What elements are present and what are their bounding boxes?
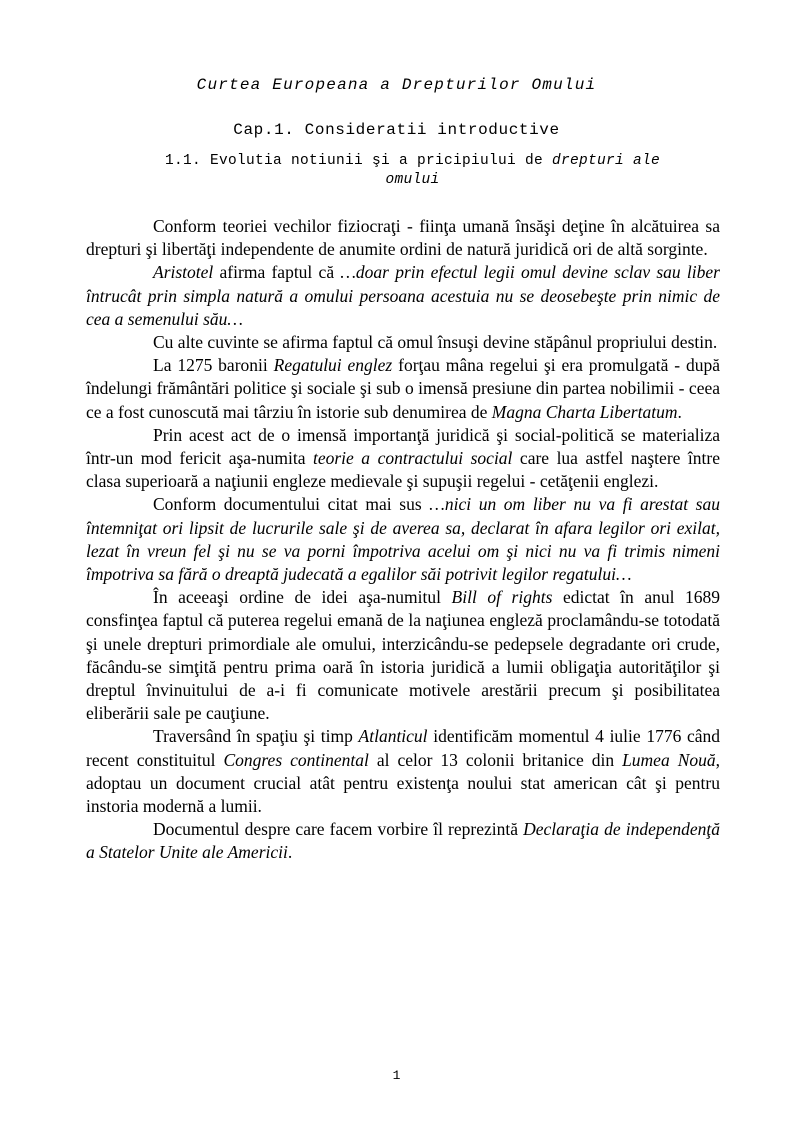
paragraph-italic-text: Atlanticul — [358, 726, 428, 747]
chapter-title: Cap.1. Consideratii introductive — [233, 121, 560, 139]
section-title-italic: drepturi ale omului — [385, 153, 661, 188]
paragraph-text: edictat în anul 1689 consfinţea faptul că puterea regelui emană de la naţiunea engleză proclamându-se totodată şi unele drepturi primordiale ale omului, interzicându-se pedepsele degradante ori crude, făcându-se simţită pentru prima oară în istoria juridică a lumii obligaţia autorităţilor şi dreptul învinuitului de a-i fi comunicate motivele arestării precum şi posibilitatea eliberării sale pe cauţiune. — [86, 587, 720, 724]
paragraph-text: Conform teoriei vechilor fiziocraţi - fiinţa umană însăşi deţine în alcătuirea sa drepturi şi libertăţi independente de anumite ordini de natură juridică ori de altă sorginte. — [86, 216, 720, 260]
paragraph — [86, 215, 720, 261]
paragraph-text: afirma faptul că — [213, 262, 341, 283]
paragraph-text: care lua astfel naştere între clasa superioară a naţiunii engleze medievale şi supuşii regelui - cetăţenii englezi. — [86, 448, 720, 492]
paragraph — [86, 586, 720, 725]
section-title-text: 1.1. Evolutia notiunii şi a pricipiului de — [164, 153, 553, 169]
paragraph-text: Documentul despre care facem vorbire îl reprezintă — [153, 819, 524, 840]
paragraph-text: . — [287, 842, 293, 863]
paragraph-text: , adoptau un document crucial atât pentru existenţa noului stat american cât şi pentru instoria modernă a lumii. — [86, 749, 720, 817]
paragraph-text: identificăm momentul 4 iulie 1776 când recent constituitul — [86, 726, 721, 770]
paragraph-text: . — [677, 401, 682, 422]
paragraph — [86, 818, 720, 864]
paragraph — [86, 261, 720, 331]
page-number: 1 — [392, 1068, 401, 1083]
paragraph-italic-text: Congres continental — [223, 749, 369, 770]
paragraph-text: Prin acest act de o imensă importanţă juridică şi social-politică se materializa într-un mod fericit aşa-numita — [86, 424, 720, 469]
section-title — [140, 152, 685, 190]
paragraph — [86, 725, 720, 818]
document-title: Curtea Europeana a Drepturilor Omului — [196, 76, 597, 94]
paragraph-italic-text: Bill of rights — [451, 587, 553, 608]
paragraph-text: Cu alte cuvinte se afirma faptul că omul însuşi devine stăpânul propriului destin. — [153, 332, 718, 353]
paragraph-italic-text: …doar prin efectul legii omul devine sclav sau liber întrucât prin simpla natură a omului persoana acestuia nu se deosebeşte prin nimic de cea a semenului său… — [86, 262, 720, 329]
paragraph — [86, 331, 720, 354]
paragraph — [86, 493, 720, 586]
paragraph-text: forţau mâna regelui şi era promulgată - după îndelungi frământări politice şi sociale şi sub o imensă presiune din partea nobilimii - ceea ce a fost cunoscută mai târziu în istorie sub denumirea de — [86, 355, 720, 422]
body-text — [86, 215, 720, 865]
paragraph-italic-text: Regatului englez — [273, 355, 393, 376]
paragraph-text: Traversând în spaţiu şi timp — [153, 726, 359, 747]
paragraph-italic-text: Aristotel — [153, 262, 214, 283]
paragraph-text: La 1275 baronii — [153, 355, 274, 376]
paragraph-text: al celor 13 colonii britanice din — [368, 749, 623, 770]
paragraph-italic-text: Magna Charta Libertatum — [491, 401, 678, 422]
paragraph-italic-text: Lumea Nouă — [622, 749, 716, 770]
paragraph — [86, 424, 720, 494]
paragraph-italic-text: Declaraţia de independenţă a Statelor Unite ale Americii — [86, 819, 720, 863]
paragraph-text: Conform documentului citat mai sus — [153, 494, 430, 515]
paragraph-italic-text: teorie a contractului social — [312, 448, 513, 469]
paragraph-text: În aceeaşi ordine de idei aşa-numitul — [153, 587, 452, 608]
paragraph — [86, 354, 720, 424]
paragraph-italic-text: …nici un om liber nu va fi arestat sau întemniţat ori lipsit de lucrurile sale şi de averea sa, declarat în afara legilor ori exilat, lezat în vreun fel şi nu se va porni împotriva acelui om şi nici nu va fi trimis nimeni împotriva sa fără o dreaptă judecată a egalilor săi potrivit legilor regatului… — [86, 494, 720, 585]
